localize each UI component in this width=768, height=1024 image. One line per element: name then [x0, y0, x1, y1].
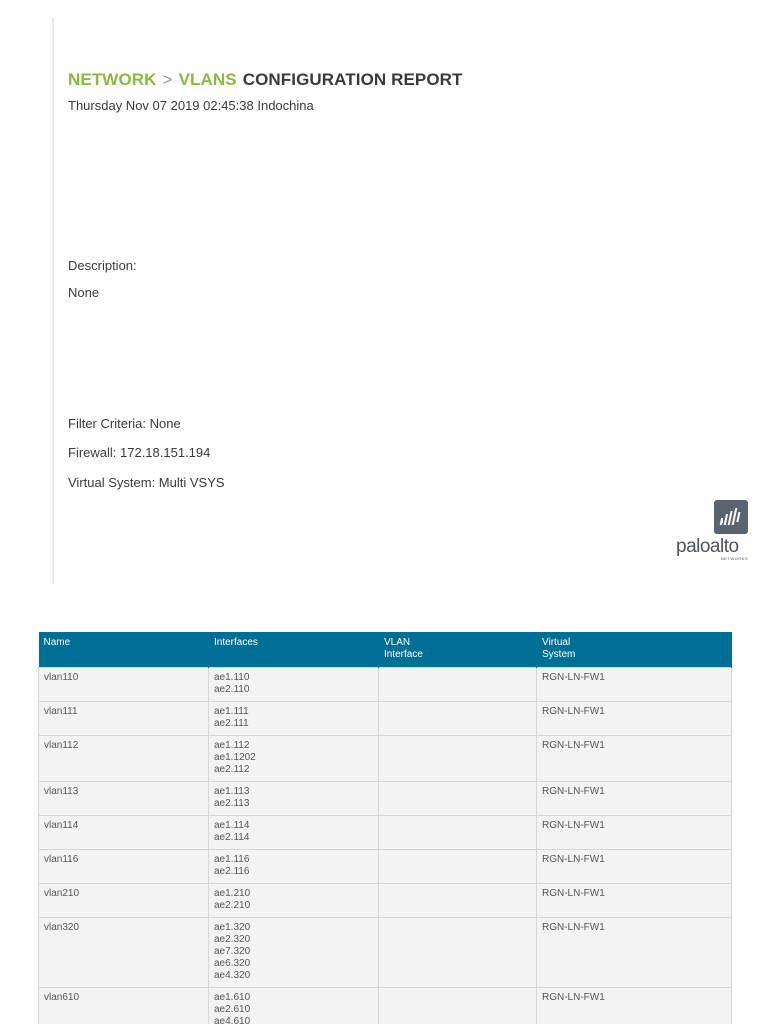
- table-row: [39, 850, 732, 884]
- interfaces-cell: [209, 702, 379, 736]
- interface-item: ae1.320: [214, 922, 251, 933]
- vlan-name-cell: vlan114: [39, 816, 209, 850]
- vlan-interface-cell: [379, 918, 537, 988]
- vlan-name-cell: vlan112: [39, 736, 209, 782]
- description-label: Description:: [68, 258, 137, 273]
- virtual-system-cell: RGN-LN-FW1: [537, 702, 732, 736]
- virtual-system-cell: RGN-LN-FW1: [537, 988, 732, 1024]
- vlan-name-cell: vlan113: [39, 782, 209, 816]
- title-suffix: CONFIGURATION REPORT: [242, 70, 463, 89]
- logo-wordmark: paloalto: [676, 536, 739, 557]
- table-row: [39, 668, 732, 702]
- interface-item: ae6.320: [214, 958, 251, 969]
- left-divider: [52, 18, 54, 584]
- interface-item: ae2.610: [214, 1004, 251, 1015]
- vlan-interface-cell: [379, 850, 537, 884]
- interfaces-cell: [209, 668, 379, 702]
- virtual-system-info: Virtual System: Multi VSYS: [68, 475, 225, 490]
- interface-item: ae1.111: [214, 706, 249, 717]
- virtual-system-cell: RGN-LN-FW1: [537, 736, 732, 782]
- interface-item: ae7.320: [214, 946, 251, 957]
- interfaces-cell: [209, 850, 379, 884]
- vlan-name-cell: vlan610: [39, 988, 209, 1024]
- breadcrumb-vlans[interactable]: VLANS: [178, 70, 237, 89]
- vlan-interface-cell: [379, 782, 537, 816]
- vlan-interface-cell: [379, 702, 537, 736]
- interface-item: ae1.116: [214, 854, 250, 865]
- interfaces-cell: [209, 988, 379, 1024]
- paloalto-logo-icon: [714, 500, 748, 534]
- interface-item: ae1.110: [214, 672, 250, 683]
- column-header: [379, 632, 537, 668]
- table-body: [39, 668, 732, 1024]
- interfaces-cell: [209, 736, 379, 782]
- interfaces-cell: [209, 782, 379, 816]
- vlan-table: [38, 632, 732, 1024]
- filter-criteria: Filter Criteria: None: [68, 416, 181, 431]
- interface-item: ae2.210: [214, 900, 251, 911]
- interface-item: ae1.210: [214, 888, 251, 899]
- vlan-interface-cell: [379, 736, 537, 782]
- description-value: None: [68, 285, 100, 300]
- column-header: [39, 632, 209, 668]
- vlan-interface-cell: [379, 816, 537, 850]
- interface-item: ae4.610: [214, 1016, 251, 1024]
- table-header-row: [39, 632, 732, 668]
- interface-item: ae2.113: [214, 798, 250, 809]
- virtual-system-cell: RGN-LN-FW1: [537, 782, 732, 816]
- column-header: [209, 632, 379, 668]
- table-row: [39, 702, 732, 736]
- column-header-label: Virtual: [542, 637, 571, 648]
- interfaces-cell: [209, 918, 379, 988]
- virtual-system-cell: RGN-LN-FW1: [537, 668, 732, 702]
- logo-subtext: NETWORKS: [720, 556, 748, 561]
- vlan-name-cell: vlan111: [39, 702, 209, 736]
- table-row: [39, 918, 732, 988]
- virtual-system-cell: RGN-LN-FW1: [537, 884, 732, 918]
- column-header-label: Interface: [384, 649, 423, 660]
- column-header-label: System: [542, 649, 576, 660]
- interface-item: ae1.610: [214, 992, 251, 1003]
- column-header-label: VLAN: [384, 637, 411, 648]
- virtual-system-cell: RGN-LN-FW1: [537, 850, 732, 884]
- vlan-interface-cell: [379, 668, 537, 702]
- report-header: [68, 70, 463, 113]
- table-row: [39, 816, 732, 850]
- breadcrumb-separator: >: [162, 70, 173, 89]
- interface-item: ae1.1202: [214, 752, 256, 763]
- breadcrumb-network[interactable]: NETWORK: [68, 70, 157, 89]
- table-row: [39, 782, 732, 816]
- column-header-label: Name: [43, 637, 71, 648]
- vlan-name-cell: vlan210: [39, 884, 209, 918]
- report-timestamp: Thursday Nov 07 2019 02:45:38 Indochina: [68, 98, 314, 113]
- interfaces-cell: [209, 816, 379, 850]
- table-row: [39, 884, 732, 918]
- column-header: [537, 632, 732, 668]
- interface-item: ae1.113: [214, 786, 250, 797]
- table-row: [39, 988, 732, 1024]
- interface-item: ae2.111: [214, 718, 249, 729]
- interface-item: ae2.116: [214, 866, 250, 877]
- interface-item: ae2.320: [214, 934, 251, 945]
- vlan-name-cell: vlan110: [39, 668, 209, 702]
- vlan-name-cell: vlan116: [39, 850, 209, 884]
- vlan-interface-cell: [379, 988, 537, 1024]
- interface-item: ae2.114: [214, 832, 250, 843]
- page-title: [68, 70, 463, 90]
- interface-item: ae4.320: [214, 970, 251, 981]
- virtual-system-cell: RGN-LN-FW1: [537, 816, 732, 850]
- interface-item: ae1.112: [214, 740, 250, 751]
- table-row: [39, 736, 732, 782]
- interfaces-cell: [209, 884, 379, 918]
- interface-item: ae2.112: [214, 764, 250, 775]
- column-header-label: Interfaces: [214, 637, 258, 648]
- interface-item: ae2.110: [214, 684, 250, 695]
- paloalto-logo: [676, 500, 752, 564]
- vlan-interface-cell: [379, 884, 537, 918]
- firewall-address: Firewall: 172.18.151.194: [68, 445, 211, 460]
- interface-item: ae1.114: [214, 820, 250, 831]
- virtual-system-cell: RGN-LN-FW1: [537, 918, 732, 988]
- vlan-name-cell: vlan320: [39, 918, 209, 988]
